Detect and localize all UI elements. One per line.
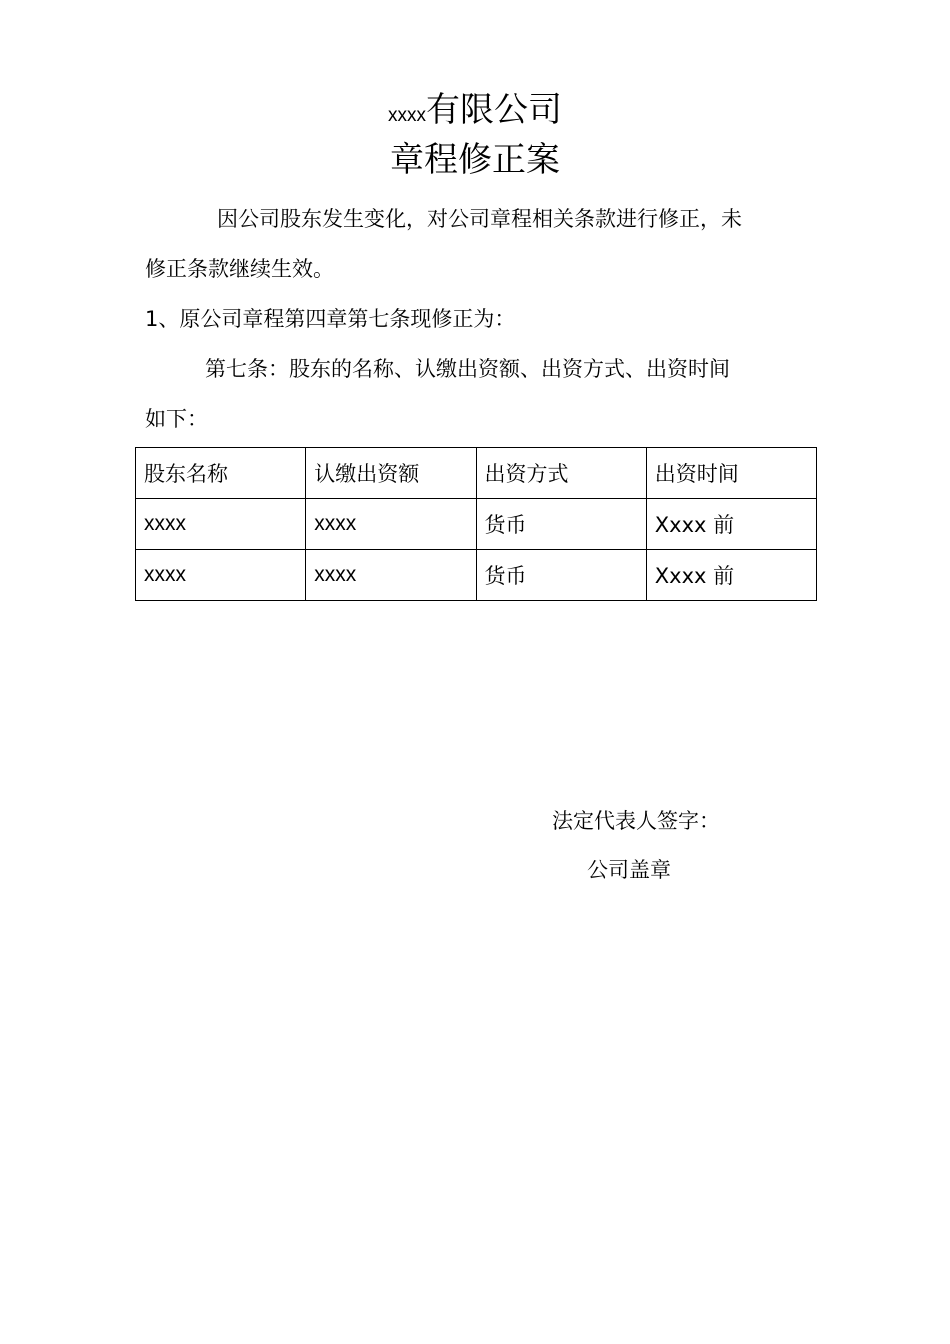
table-cell: Xxxx 前 bbox=[646, 550, 816, 601]
header-subscribed-capital: 认缴出资额 bbox=[306, 448, 476, 499]
shareholder-table bbox=[135, 447, 817, 601]
intro-paragraph-line2: 修正条款继续生效。 bbox=[145, 257, 334, 281]
table-row bbox=[136, 499, 817, 550]
header-shareholder-name: 股东名称 bbox=[136, 448, 306, 499]
table-cell: xxxx bbox=[306, 499, 476, 550]
company-name-placeholder: xxxx bbox=[388, 105, 426, 126]
clause-heading: 1、原公司章程第四章第七条现修正为： bbox=[145, 307, 516, 331]
document-title-company bbox=[0, 88, 950, 138]
table-cell: 货币 bbox=[476, 550, 646, 601]
table-cell: 货币 bbox=[476, 499, 646, 550]
clause-text-line2: 如下： bbox=[145, 407, 208, 431]
table-cell: xxxx bbox=[136, 550, 306, 601]
table-cell: xxxx bbox=[136, 499, 306, 550]
header-contribution-method: 出资方式 bbox=[476, 448, 646, 499]
legal-representative-signature-label: 法定代表人签字： bbox=[552, 809, 720, 833]
header-contribution-date: 出资时间 bbox=[646, 448, 816, 499]
clause-text-line1: 第七条：股东的名称、认缴出资额、出资方式、出资时间 bbox=[205, 357, 730, 381]
table-cell: xxxx bbox=[306, 550, 476, 601]
company-seal-label: 公司盖章 bbox=[587, 858, 671, 882]
document-title: 章程修正案 bbox=[390, 140, 560, 180]
table-header-row bbox=[136, 448, 817, 499]
table-cell: Xxxx 前 bbox=[646, 499, 816, 550]
intro-paragraph-line1: 因公司股东发生变化，对公司章程相关条款进行修正，未 bbox=[217, 207, 742, 231]
company-type: 有限公司 bbox=[426, 90, 562, 130]
table-row bbox=[136, 550, 817, 601]
